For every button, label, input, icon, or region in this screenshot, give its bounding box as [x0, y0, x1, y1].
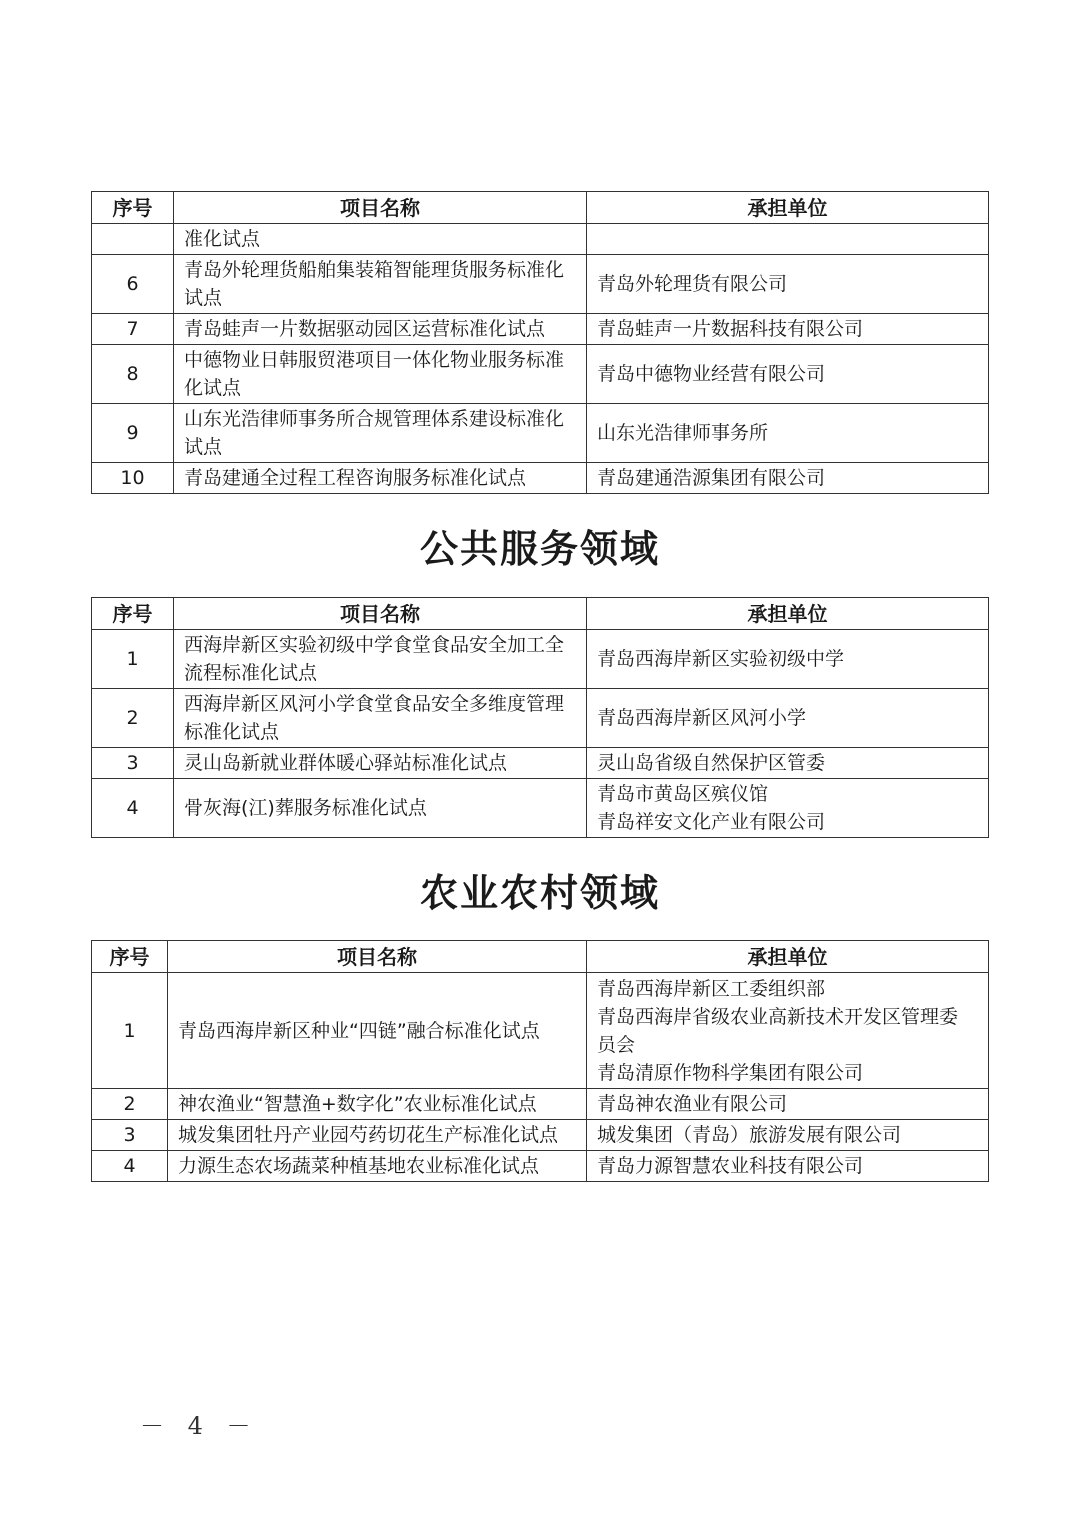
header-project-name: 项目名称	[168, 941, 587, 973]
cell-text-line: 青岛蛙声一片数据科技有限公司	[597, 318, 864, 340]
cell-seq: 2	[92, 1089, 168, 1120]
table-body	[92, 973, 989, 1182]
cell-project-name	[174, 689, 587, 748]
cell-project-name	[168, 973, 587, 1089]
cell-text-line: 青岛清原作物科学集团有限公司	[597, 1061, 864, 1084]
cell-text-line: 化试点	[184, 377, 242, 399]
cell-seq: 8	[92, 345, 174, 404]
cell-text-line: 力源生态农场蔬菜种植基地农业标准化试点	[178, 1155, 540, 1177]
cell-project-name	[168, 1151, 587, 1182]
cell-text-line: 城发集团（青岛）旅游发展有限公司	[597, 1124, 902, 1146]
header-unit: 承担单位	[587, 598, 989, 630]
cell-project-name	[174, 404, 587, 463]
cell-project-name	[174, 314, 587, 345]
cell-seq: 10	[92, 463, 174, 494]
cell-unit	[587, 1151, 989, 1182]
cell-text-line: 青岛市黄岛区殡仪馆	[597, 783, 769, 805]
cell-text-line: 青岛西海岸新区风河小学	[597, 707, 807, 729]
cell-seq: 4	[92, 779, 174, 838]
cell-text-line: 青岛西海岸新区实验初级中学	[597, 648, 845, 670]
table-header-row	[92, 192, 989, 224]
table-row	[92, 1089, 989, 1120]
cell-text-line: 员会	[597, 1033, 636, 1056]
table-row	[92, 463, 989, 494]
cell-seq: 3	[92, 1120, 168, 1151]
cell-text-line: 中德物业日韩服贸港项目一体化物业服务标准	[184, 349, 565, 371]
cell-text-line: 灵山岛新就业群体暖心驿站标准化试点	[184, 752, 508, 774]
cell-project-name	[174, 345, 587, 404]
table-row	[92, 748, 989, 779]
header-seq: 序号	[92, 192, 174, 224]
cell-unit	[587, 345, 989, 404]
table-row	[92, 973, 989, 1089]
table-row	[92, 689, 989, 748]
cell-unit	[587, 973, 989, 1089]
cell-text-line: 神农渔业“智慧渔+数字化”农业标准化试点	[178, 1093, 537, 1115]
cell-text-line: 西海岸新区风河小学食堂食品安全多维度管理	[184, 693, 565, 715]
cell-text-line: 山东光浩律师事务所	[597, 422, 769, 444]
table-row	[92, 345, 989, 404]
cell-seq: 9	[92, 404, 174, 463]
cell-text-line: 青岛神农渔业有限公司	[597, 1093, 788, 1115]
cell-text-line: 标准化试点	[184, 721, 280, 743]
page-number: － 4 －	[140, 1412, 259, 1440]
cell-project-name	[174, 255, 587, 314]
cell-unit	[587, 463, 989, 494]
table-row	[92, 1151, 989, 1182]
cell-text-line: 青岛西海岸新区种业“四链”融合标准化试点	[178, 1019, 540, 1042]
cell-seq	[92, 224, 174, 255]
cell-text-line: 青岛西海岸新区工委组织部	[597, 977, 826, 1000]
cell-text-line: 青岛建通浩源集团有限公司	[597, 467, 826, 489]
cell-text-line: 试点	[184, 287, 223, 309]
table-body	[92, 630, 989, 838]
cell-seq: 1	[92, 630, 174, 689]
cell-text-line: 青岛蛙声一片数据驱动园区运营标准化试点	[184, 318, 546, 340]
cell-seq: 4	[92, 1151, 168, 1182]
header-seq: 序号	[92, 598, 174, 630]
cell-text-line: 灵山岛省级自然保护区管委	[597, 752, 826, 774]
cell-unit	[587, 1120, 989, 1151]
section-heading-public-service: 公共服务领域	[419, 526, 660, 571]
header-unit: 承担单位	[587, 192, 989, 224]
table-row	[92, 404, 989, 463]
cell-text-line: 青岛建通全过程工程咨询服务标准化试点	[184, 467, 527, 489]
table-row	[92, 630, 989, 689]
cell-text-line: 西海岸新区实验初级中学食堂食品安全加工全	[184, 634, 565, 656]
cell-seq: 7	[92, 314, 174, 345]
cell-unit	[587, 1089, 989, 1120]
agriculture-table	[91, 940, 989, 1182]
header-unit: 承担单位	[587, 941, 989, 973]
cell-seq: 1	[92, 973, 168, 1089]
table-row	[92, 255, 989, 314]
cell-project-name	[174, 463, 587, 494]
table-row	[92, 779, 989, 838]
cell-text-line: 青岛外轮理货船舶集装箱智能理货服务标准化	[184, 259, 565, 281]
cell-unit	[587, 224, 989, 255]
cell-text-line: 准化试点	[184, 228, 261, 250]
cell-text-line: 山东光浩律师事务所合规管理体系建设标准化	[184, 408, 565, 430]
cell-text-line: 青岛中德物业经营有限公司	[597, 363, 826, 385]
services-table	[91, 191, 989, 494]
table-header-row	[92, 941, 989, 973]
cell-unit	[587, 404, 989, 463]
section-heading-agriculture: 农业农村领域	[419, 870, 660, 915]
cell-project-name	[168, 1120, 587, 1151]
cell-unit	[587, 314, 989, 345]
cell-project-name	[174, 630, 587, 689]
cell-unit	[587, 689, 989, 748]
cell-seq: 2	[92, 689, 174, 748]
cell-unit	[587, 630, 989, 689]
cell-text-line: 青岛外轮理货有限公司	[597, 273, 788, 295]
table-row	[92, 224, 989, 255]
cell-seq: 6	[92, 255, 174, 314]
cell-project-name	[174, 779, 587, 838]
cell-text-line: 流程标准化试点	[184, 662, 318, 684]
table-row	[92, 1120, 989, 1151]
cell-unit	[587, 748, 989, 779]
cell-text-line: 青岛力源智慧农业科技有限公司	[597, 1155, 864, 1177]
cell-project-name	[174, 748, 587, 779]
cell-project-name	[168, 1089, 587, 1120]
table-row	[92, 314, 989, 345]
cell-text-line: 城发集团牡丹产业园芍药切花生产标准化试点	[178, 1124, 559, 1146]
cell-unit	[587, 779, 989, 838]
header-project-name: 项目名称	[174, 598, 587, 630]
table-header-row	[92, 598, 989, 630]
table-body	[92, 224, 989, 494]
cell-seq: 3	[92, 748, 174, 779]
cell-text-line: 青岛西海岸省级农业高新技术开发区管理委	[597, 1005, 959, 1028]
header-seq: 序号	[92, 941, 168, 973]
cell-text-line: 青岛祥安文化产业有限公司	[597, 811, 826, 833]
public-service-table	[91, 597, 989, 838]
cell-text-line: 试点	[184, 436, 223, 458]
cell-project-name	[174, 224, 587, 255]
cell-text-line: 骨灰海(江)葬服务标准化试点	[184, 797, 427, 819]
header-project-name: 项目名称	[174, 192, 587, 224]
cell-unit	[587, 255, 989, 314]
